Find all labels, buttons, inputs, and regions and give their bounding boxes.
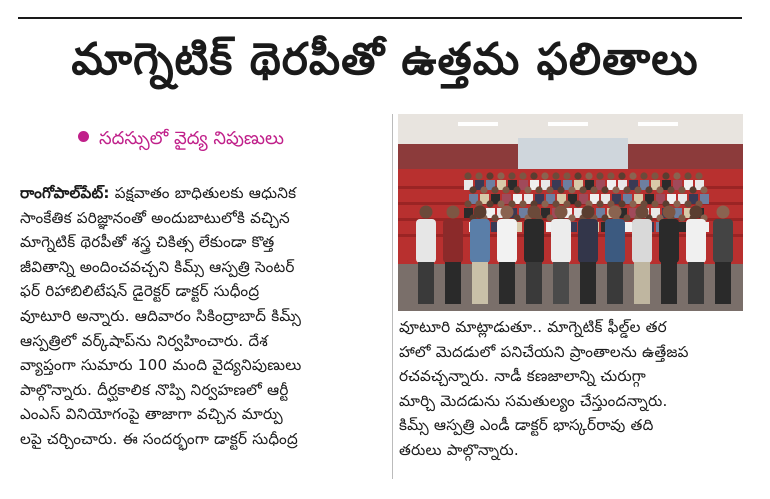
audience-head [508,172,515,179]
article-left-column [20,181,392,452]
audience-head [502,186,509,193]
audience-head [629,172,636,179]
person-head [636,206,649,219]
audience-head [700,186,707,193]
person-head [609,206,622,219]
person-legs [715,262,731,304]
person-head [717,206,730,219]
subhead [78,126,284,152]
audience-head [541,172,548,179]
person-head [582,206,595,219]
audience-head [574,172,581,179]
person-legs [526,262,542,304]
audience-head [623,214,630,221]
person-torso [470,219,490,263]
subhead-text: సదస్సులో వైద్య నిపుణులు [99,128,284,149]
audience-head [524,186,531,193]
audience-head [618,200,625,207]
audience-head [645,186,652,193]
audience-head [530,172,537,179]
audience-head [519,172,526,179]
audience-head [634,186,641,193]
article-line: సాంకేతిక పరిజ్ఞానంతో అందుబాటులోకి వచ్చిన [20,208,290,227]
ceiling-light [548,122,588,126]
audience-head [673,200,680,207]
audience-head [689,186,696,193]
person-head [663,206,676,219]
article-text: పక్షవాతం బాధితులకు ఆధునిక [109,184,297,202]
person-legs [418,262,434,304]
audience-head [464,200,471,207]
audience-head [546,186,553,193]
audience-head [678,186,685,193]
person-torso [632,219,652,263]
audience-head [513,186,520,193]
person-torso [713,219,733,263]
audience-body [678,222,687,232]
audience-head [480,186,487,193]
person-torso [578,219,598,263]
person-legs [580,262,596,304]
person-head [420,206,433,219]
person-legs [607,262,623,304]
audience-head [574,200,581,207]
article-line: ఆస్పత్రిలో వర్క్‌షాప్‌ను నిర్వహించారు. దేశ [20,331,268,350]
audience-head [601,186,608,193]
person-torso [551,219,571,263]
projection-screen [518,138,628,172]
audience-head [667,186,674,193]
person-legs [445,262,461,304]
audience-head [535,186,542,193]
audience-head [475,172,482,179]
column-divider [392,114,393,479]
audience-head [464,172,471,179]
person-legs [499,262,515,304]
person-torso [497,219,517,263]
audience-head [662,172,669,179]
person-legs [472,262,488,304]
person-torso [443,219,463,263]
audience-head [651,200,658,207]
audience-head [656,186,663,193]
audience-head [491,186,498,193]
person-torso [605,219,625,263]
audience-head [568,186,575,193]
ceiling-light [458,122,498,126]
article-right-column [399,315,754,463]
ceiling-light [638,122,678,126]
article-line: వ్యాప్తంగా సుమారు 100 మంది వైద్యనిపుణులు [20,356,302,375]
person-torso [659,219,679,263]
person-head [555,206,568,219]
audience-head [684,172,691,179]
audience-head [673,172,680,179]
audience-head [623,186,630,193]
audience-head [640,172,647,179]
audience-head [552,172,559,179]
audience-head [491,214,498,221]
audience-head [497,172,504,179]
bullet-icon [78,131,89,142]
audience-head [541,200,548,207]
person-legs [661,262,677,304]
article-line: లపై చర్చించారు. ఈ సందర్భంగా డాక్టర్ సుధీంద్ర [20,429,298,448]
audience-head [612,186,619,193]
article-line: తరులు పాల్గొన్నారు. [399,440,519,459]
article-line: వూటూరి అన్నారు. ఆదివారం సికింద్రాబాద్ కిమ్స్ [20,306,302,325]
person-head [447,206,460,219]
audience-head [678,214,685,221]
person-head [501,206,514,219]
top-rule [18,17,742,19]
audience-head [629,200,636,207]
article-line: పాల్గొన్నారు. దీర్ఘకాలిక నొప్పి నిర్వహణలో ఆర్టీ [20,380,289,399]
audience-head [590,186,597,193]
article-line: కిమ్స్ ఆస్పత్రి ఎండీ డాక్టర్ భాస్కర్‌రావు తది [399,416,654,435]
audience-head [557,186,564,193]
article-line: జీవితాన్ని అందించవచ్చని కిమ్స్ ఆస్పత్రి సెంటర్ [20,257,295,276]
person-legs [634,262,650,304]
audience-head [469,186,476,193]
person-legs [688,262,704,304]
group-photo-illustration [398,114,743,311]
article-line: వూటూరి మాట్లాడుతూ.. మాగ్నెటిక్ ఫీల్డ్‌ల తర [399,318,667,336]
audience-head [563,172,570,179]
article-line: మాగ్నెటిక్ థెరపీతో శస్త్ర చికిత్స లేకుండా కొత్త [20,233,275,252]
article-line [20,181,392,206]
audience-head [585,172,592,179]
article-line: హాలో మెదడులో పనిచేయని ప్రాంతాలను ఉత్తేజప [399,342,689,361]
audience-head [695,172,702,179]
article-line: రచవచ్చన్నారు. నాడీ కణజాలాన్ని చురుగ్గా [399,367,646,386]
person-torso [524,219,544,263]
article-line: మార్చి మెదడును సమతుల్యం చేస్తుందన్నారు. [399,391,668,410]
person-torso [686,219,706,263]
headline: మాగ్నెటిక్ థెరపీతో ఉత్తమ ఫలితాలు [71,34,699,85]
article-line: ఫర్ రిహాబిలిటేషన్ డైరెక్టర్ డాక్టర్ సుధీంద్ర [20,282,260,301]
audience-head [579,186,586,193]
dateline: రాంగోపాల్‌పేట్: [20,184,110,202]
audience-head [519,200,526,207]
person-head [474,206,487,219]
article-line: ఎంఎస్ వినియోగంపై తాజాగా వచ్చిన మార్పు [20,405,283,424]
person-legs [553,262,569,304]
audience-head [618,172,625,179]
group-photo [398,114,743,311]
audience-head [684,200,691,207]
audience-head [596,200,603,207]
person-head [528,206,541,219]
person-torso [416,219,436,263]
audience-head [651,172,658,179]
person-head [690,206,703,219]
audience-head [486,172,493,179]
audience-head [607,172,614,179]
audience-head [596,172,603,179]
audience-head [486,200,493,207]
